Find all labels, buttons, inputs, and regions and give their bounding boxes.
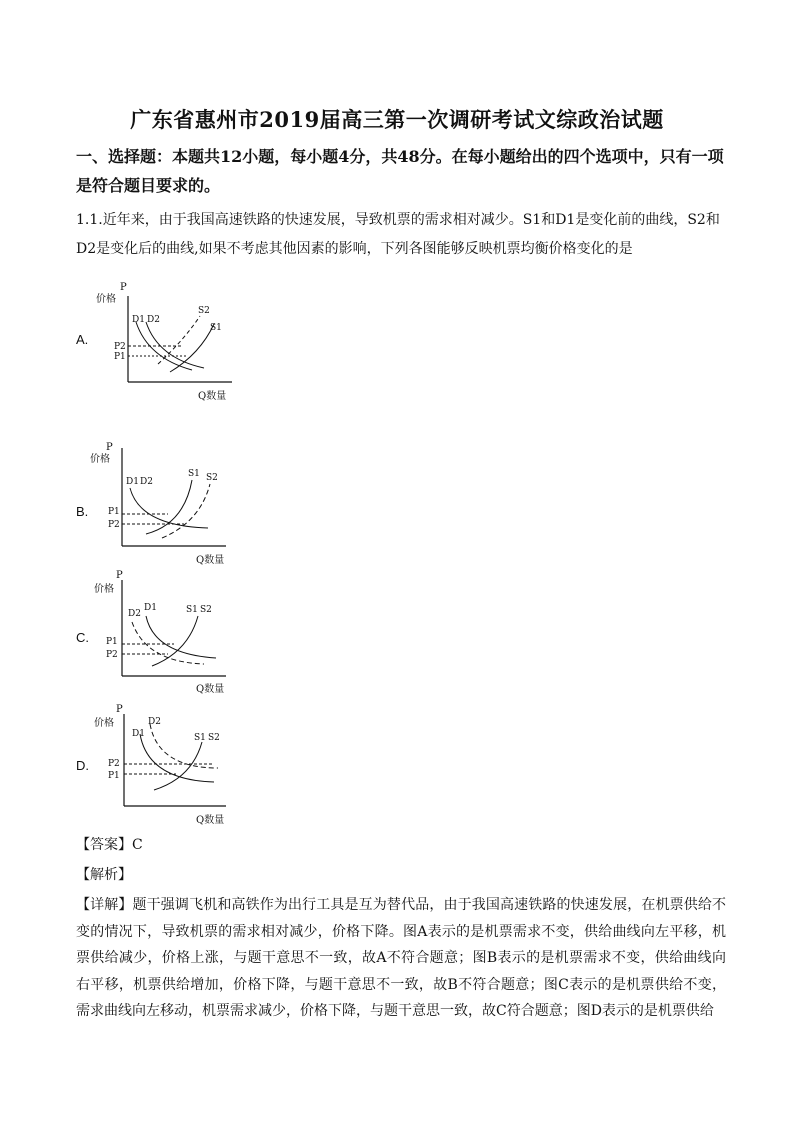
section-heading: 一、选择题：本题共12小题，每小题4分，共48分。在每小题给出的四个选项中，只有一项是符合题目要求的。 — [76, 147, 724, 195]
svg-text:价格: 价格 — [96, 294, 116, 305]
svg-text:P: P — [116, 704, 123, 715]
option-b-graph — [88, 440, 238, 566]
price-label: P1 — [114, 352, 126, 362]
curve-label: D1 — [132, 315, 145, 325]
price-label: P2 — [108, 520, 120, 530]
option-c-label: C. — [76, 630, 89, 645]
curve-label: S2 — [200, 605, 212, 615]
curve-label: D2 — [128, 609, 141, 619]
curve-label: S2 — [208, 733, 220, 743]
analysis-label: 【解析】 — [76, 867, 132, 883]
svg-text:P: P — [120, 282, 127, 293]
curve-label: D2 — [148, 717, 161, 727]
svg-text:Q数量: Q数量 — [198, 391, 227, 402]
curve-label: S1 — [194, 733, 206, 743]
svg-text:P: P — [106, 442, 113, 453]
svg-text:Q数量: Q数量 — [196, 684, 225, 695]
curve-label: D2 — [140, 477, 153, 487]
curve-label: D1 — [132, 729, 145, 739]
svg-text:Q数量: Q数量 — [196, 555, 225, 566]
curve-label: D2 — [147, 315, 160, 325]
price-label: P2 — [108, 759, 120, 769]
price-label: P1 — [106, 637, 118, 647]
price-label: P1 — [108, 507, 120, 517]
detail-paragraph: 【详解】题干强调飞机和高铁作为出行工具是互为替代品，由于我国高速铁路的快速发展，在机票供给不变的情况下，导致机票的需求相对减少，价格下降。图A表示的是机票需求不变，供给曲线向左平移，机票供给减少，价格上涨，与题干意思不一致，故A不符合题意；图B表示的是机票需求不变，供给曲线向右平移，机票供给增加，价格下降，与题干意思不一致，故B不符合题意；图C表示的是机票供给不变，需求曲线向左移动，机票需求减少，价格下降，与题干意思一致，故C符合题意；图D表示的是机票供给 — [76, 897, 726, 1019]
price-label: P1 — [108, 771, 120, 781]
answer: 【答案】C — [76, 837, 143, 853]
curve-label: S2 — [206, 473, 218, 483]
svg-text:价格: 价格 — [94, 584, 114, 595]
svg-text:Q数量: Q数量 — [196, 815, 225, 826]
option-a-label: A. — [76, 332, 89, 347]
svg-text:价格: 价格 — [94, 718, 114, 729]
price-label: P2 — [106, 650, 118, 660]
option-a-graph — [92, 278, 242, 404]
curve-label: D1 — [144, 603, 157, 613]
question-text: 1.1.近年来，由于我国高速铁路的快速发展，导致机票的需求相对减少。S1和D1是变化前的曲线，S2和D2是变化后的曲线,如果不考虑其他因素的影响，下列各图能够反映机票均衡价格变化的是 — [76, 212, 720, 257]
price-label: P2 — [114, 342, 126, 352]
option-d-label: D. — [76, 758, 89, 773]
curve-label: D1 — [126, 477, 139, 487]
page-title: 广东省惠州市2019届高三第一次调研考试文综政治试题 — [130, 107, 664, 132]
curve-label: S1 — [188, 469, 200, 479]
curve-label: S2 — [198, 306, 210, 316]
curve-label: S1 — [210, 323, 222, 333]
option-c-graph — [88, 566, 238, 696]
option-d-graph — [88, 700, 238, 828]
option-b-label: B. — [76, 504, 89, 519]
curve-label: S1 — [186, 605, 198, 615]
svg-text:价格: 价格 — [90, 454, 110, 465]
svg-text:P: P — [116, 570, 123, 581]
